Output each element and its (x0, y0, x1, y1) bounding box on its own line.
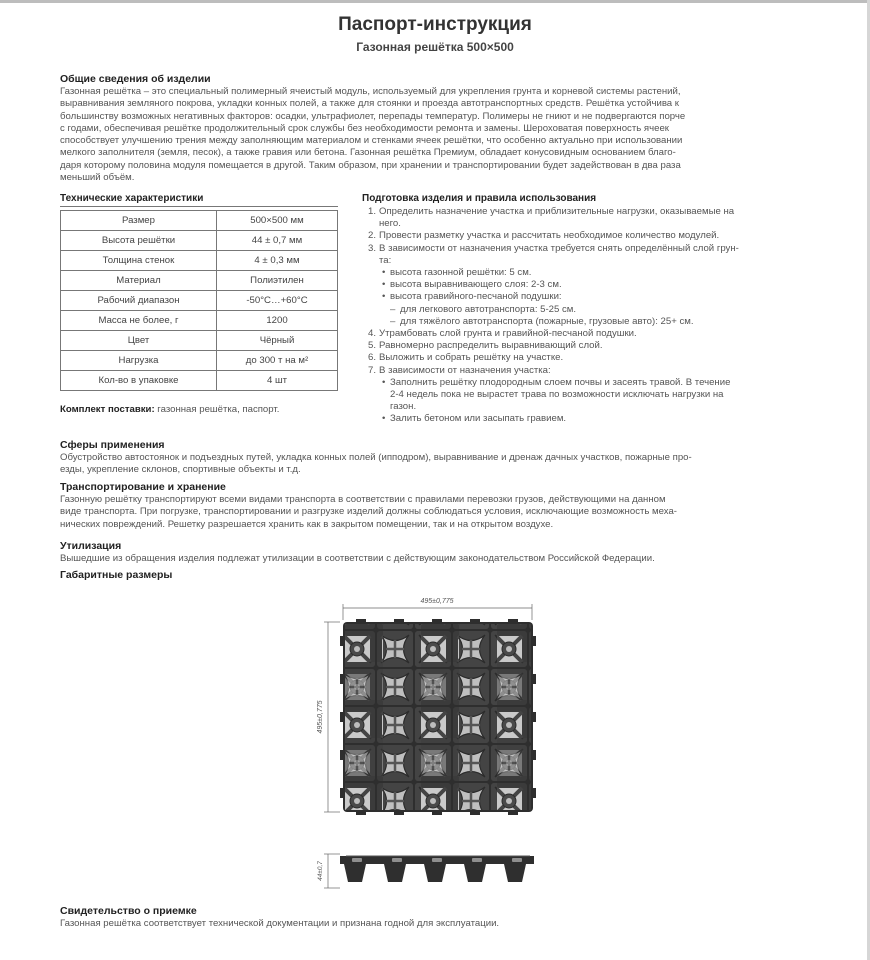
general-paragraph (60, 86, 820, 184)
prep-bullet-text: 2-4 недель пока не вырастет трава по возможности исключать нагрузки на (390, 389, 724, 401)
prep-step-text: та: (379, 254, 392, 266)
dim-height-label: 495±0,775 (317, 700, 324, 734)
acceptance-heading: Свидетельство о приемке (60, 905, 197, 917)
prep-sublist (362, 267, 818, 304)
spec-key: Масса не более, г (61, 311, 217, 331)
transport-paragraph (60, 494, 820, 531)
spec-key: Кол-во в упаковке (61, 371, 217, 391)
list-item: 1. Определить назначение участка и приблизительные нагрузки, оказываемые на него. (368, 206, 735, 230)
list-item: 6. Выложить и собрать решётку на участке. (368, 352, 564, 364)
list-item: 4. Утрамбовать слой грунта и гравийной-песчаной подушки. (368, 328, 637, 340)
table-row (61, 351, 338, 371)
grid-side-view (340, 856, 534, 882)
general-line: выравнивания земляного покрова, укладки конных полей, а также для стоянки и проезда автотранспортных средств. Решётка устойчива к (60, 98, 680, 110)
document-title: Паспорт-инструкция (338, 14, 532, 35)
spec-key: Цвет (61, 331, 217, 351)
scope-line: езды, укрепление склонов, спортивные объекты и т.д. (60, 464, 301, 476)
spec-value: 44 ± 0,7 мм (217, 231, 338, 251)
table-row (61, 251, 338, 271)
prep-bullet-text: высота выравнивающего слоя: 2-3 см. (390, 279, 562, 291)
acceptance-text: Газонная решётка соответствует технической документации и признана годной для эксплуатации. (60, 918, 500, 929)
spec-value: 1200 (217, 311, 338, 331)
general-line: мелкого заполнителя (земля, песок), а также гравия или бетона. Газонная решётка Премиум, обладает конусовидным основанием благо- (60, 147, 676, 159)
prep-dash-text: для легкового автотранспорта: 5-25 см. (400, 303, 577, 315)
spec-value: Полиэтилен (217, 271, 338, 291)
transport-line: виде транспорта. При погрузке, транспортировании и разгрузке изделий должны соблюдаться условия, исключающие возможность меха- (60, 506, 677, 518)
spec-key: Рабочий диапазон (61, 291, 217, 311)
list-item: 2. Провести разметку участка и рассчитать необходимое количество модулей. (368, 230, 720, 242)
prep-step-text: него. (379, 218, 401, 230)
table-row (61, 211, 338, 231)
prep-step-text: Определить назначение участка и приблизительные нагрузки, оказываемые на (379, 206, 735, 217)
prep-dash-text: для тяжёлого автотранспорта (пожарные, грузовые авто): 25+ см. (400, 315, 694, 327)
prep-list (362, 206, 818, 426)
prep-dash-list (362, 304, 818, 328)
general-line: способствует улучшению трения между заполняющим материалом и стенками ячеек решётки, что особенно актуально при использовании (60, 135, 683, 147)
prep-bullet-text: газон. (390, 401, 417, 413)
prep-step-text: В зависимости от назначения участка требуется снять определённый слой грун- (379, 242, 739, 254)
list-item: 7. В зависимости от назначения участка: • Заполнить решётку плодородным слоем почвы и засеять травой. В течение 2-4 недель пока не вырастет трава по возможности исключать нагрузки на газон. • Залить бетоном или засыпать гравием. (362, 365, 818, 426)
list-item: • высота гравийного-песчаной подушки: (382, 291, 562, 303)
prep-bullet-text: Залить бетоном или засыпать гравием. (390, 413, 567, 425)
list-item: • Залить бетоном или засыпать гравием. (382, 413, 567, 425)
spec-value: 4 шт (217, 371, 338, 391)
list-item: 5. Равномерно распределить выравнивающий слой. (368, 340, 603, 352)
kit-line (60, 404, 279, 415)
spec-value: -50°С…+60°С (217, 291, 338, 311)
general-line: Газонная решётка – это специальный полимерный ячеистый модуль, используемый для укрепления грунта и корневой системы растений, (60, 86, 681, 97)
prep-step-text: В зависимости от назначения участка: (379, 364, 551, 376)
dims-heading: Габаритные размеры (60, 569, 173, 581)
prep-bullet-text: Заполнить решётку плодородным слоем почвы и засеять травой. В течение (390, 376, 731, 388)
table-row (61, 291, 338, 311)
document-subtitle: Газонная решётка 500×500 (356, 40, 514, 54)
list-item: – для легкового автотранспорта: 5-25 см. (390, 303, 577, 315)
table-row (61, 371, 338, 391)
table-row (61, 331, 338, 351)
transport-line: нических повреждений. Решетку разрешается хранить как в закрытом помещении, так и на открытом воздухе. (60, 518, 554, 530)
list-item: – для тяжёлого автотранспорта (пожарные, грузовые авто): 25+ см. (390, 315, 694, 327)
spec-key: Материал (61, 271, 217, 291)
dim-width-label: 495±0,775 (420, 598, 454, 605)
prep-sublist (362, 377, 818, 426)
spec-key: Размер (61, 211, 217, 231)
scope-paragraph (60, 452, 820, 477)
general-heading: Общие сведения об изделии (60, 73, 211, 85)
prep-bullet-text: высота гравийного-песчаной подушки: (390, 291, 562, 303)
disposal-heading: Утилизация (60, 540, 122, 552)
spec-key: Нагрузка (61, 351, 217, 371)
spec-value: 500×500 мм (217, 211, 338, 231)
kit-text: газонная решётка, паспорт. (154, 404, 280, 415)
page-edge-top (0, 0, 870, 3)
prep-step-text: Равномерно распределить выравнивающий слой. (379, 340, 603, 352)
grid-drawing (300, 592, 550, 902)
list-item: • Заполнить решётку плодородным слоем почвы и засеять травой. В течение 2-4 недель пока не вырастет трава по возможности исключать нагрузки на газон. (382, 376, 731, 413)
specs-heading: Технические характеристики (60, 193, 204, 204)
table-row (61, 231, 338, 251)
general-line: меньший объём. (60, 172, 135, 184)
scope-line: Обустройство автостоянок и подъездных путей, укладка конных полей (ипподром), выравнивание и дренаж дачных участков, пожарные про- (60, 452, 692, 463)
disposal-text: Вышедшие из обращения изделия подлежат утилизации в соответствии с действующим законодательством Российской Федерации. (60, 553, 655, 564)
general-line: с годами, обеспечивая решётке продолжительный срок службы без необходимости ремонта и замены. Шероховатая поверхность ячеек (60, 122, 669, 134)
spec-value: до 300 т на м² (217, 351, 338, 371)
specs-rule (60, 206, 338, 207)
kit-label: Комплект поставки: (60, 404, 155, 415)
spec-key: Высота решётки (61, 231, 217, 251)
list-item: 3. В зависимости от назначения участка требуется снять определённый слой грун- та: • высота газонной решётки: 5 см. • высота выравнивающего слоя: 2-3 см. • высота гравийного-песчаной подушки: – для легкового автотранспорта: 5-25 см. – для тяжёлого автотранспорта (пожарные, грузовые авто): 25+ см. (362, 243, 818, 328)
prep-bullet-text: высота газонной решётки: 5 см. (390, 267, 532, 279)
transport-line: Газонную решётку транспортируют всеми видами транспорта в соответствии с правилами перевозки грузов, действующими на данном (60, 494, 666, 505)
prep-step-text: Провести разметку участка и рассчитать необходимое количество модулей. (379, 230, 720, 242)
prep-heading: Подготовка изделия и правила использования (362, 193, 597, 204)
list-item: • высота выравнивающего слоя: 2-3 см. (382, 279, 562, 291)
spec-key: Толщина стенок (61, 251, 217, 271)
specs-table (60, 210, 338, 391)
spec-value: 4 ± 0,3 мм (217, 251, 338, 271)
transport-heading: Транспортирование и хранение (60, 481, 226, 493)
table-row (61, 271, 338, 291)
dim-thickness-label: 44±0,7 (317, 861, 324, 881)
general-line: большинству возможных негативных факторов: осадки, ультрафиолет, перепады температур. Полимеры не гниют и не подвергаются порче (60, 110, 686, 122)
list-item: • высота газонной решётки: 5 см. (382, 267, 532, 279)
table-row (61, 311, 338, 331)
general-line: даря которому половина модуля помещается в другой. Таким образом, при хранении и транспортировании будет задействован в два раза (60, 159, 681, 171)
scope-heading: Сферы применения (60, 439, 165, 451)
prep-step-text: Утрамбовать слой грунта и гравийной-песчаной подушки. (379, 328, 637, 340)
spec-value: Чёрный (217, 331, 338, 351)
grid-top-view (340, 619, 536, 815)
prep-step-text: Выложить и собрать решётку на участке. (379, 352, 564, 364)
